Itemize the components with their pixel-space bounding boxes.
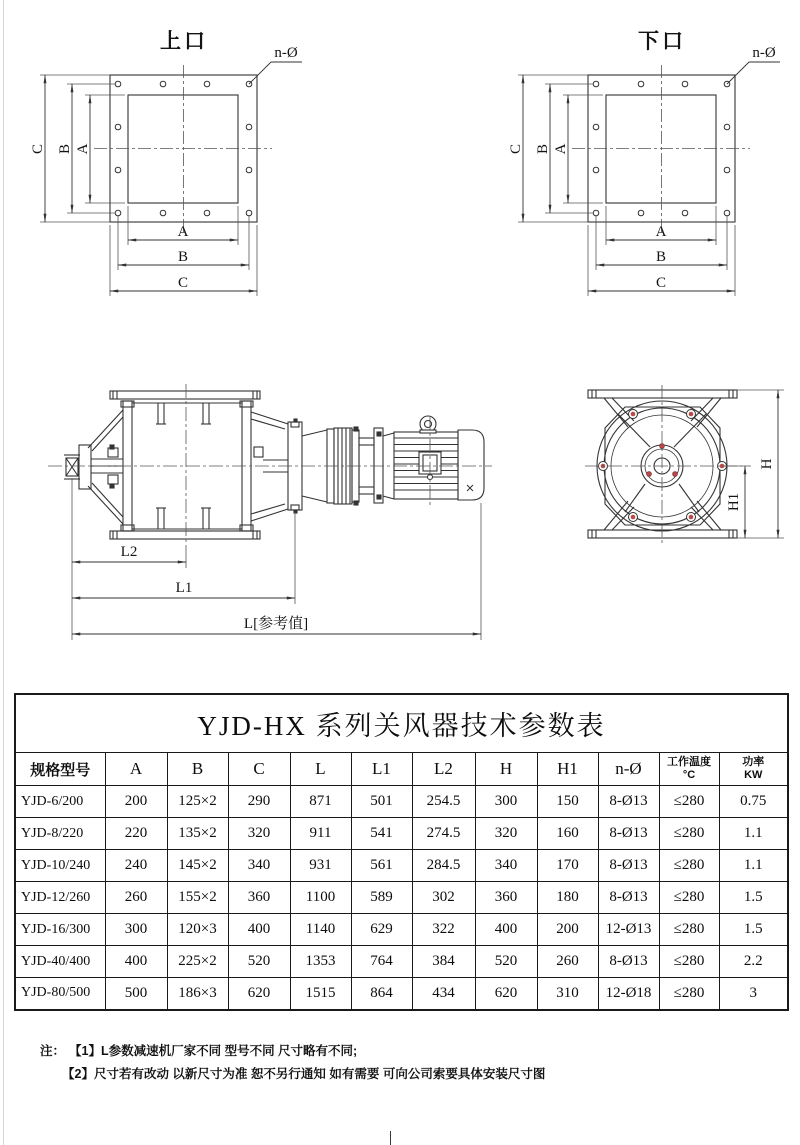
cell-c: 290	[228, 786, 290, 818]
cell-h1: 310	[537, 978, 598, 1010]
cell-power: 1.1	[719, 850, 788, 882]
cell-h1: 160	[537, 818, 598, 850]
cell-l: 1140	[290, 914, 351, 946]
dim-label-a-left: A	[75, 143, 91, 155]
cell-h: 360	[475, 882, 537, 914]
cell-power: 1.1	[719, 818, 788, 850]
power-header-line1: 功率	[742, 756, 765, 769]
cell-h: 620	[475, 978, 537, 1010]
cell-model: YJD-8/220	[15, 818, 105, 850]
table-row	[15, 946, 788, 978]
cell-c: 620	[228, 978, 290, 1010]
cell-n: 8-Ø13	[598, 882, 659, 914]
cell-l: 911	[290, 818, 351, 850]
cell-b: 225×2	[167, 946, 228, 978]
cell-l: 1515	[290, 978, 351, 1010]
cell-power: 3	[719, 978, 788, 1010]
cell-a: 500	[105, 978, 167, 1010]
cell-h: 340	[475, 850, 537, 882]
cell-n: 8-Ø13	[598, 786, 659, 818]
cell-l2: 384	[412, 946, 475, 978]
cell-l2: 302	[412, 882, 475, 914]
upper-port-drawing	[30, 30, 302, 296]
cell-h: 400	[475, 914, 537, 946]
cell-b: 120×3	[167, 914, 228, 946]
cell-l: 871	[290, 786, 351, 818]
table-title-row	[15, 694, 788, 753]
table-header-row	[15, 753, 788, 786]
note-line-1: 【1】L参数减速机厂家不同 型号不同 尺寸略有不同;	[69, 1044, 358, 1058]
cell-temp: ≤280	[659, 978, 719, 1010]
cell-h1: 200	[537, 914, 598, 946]
note-line-2: 【2】尺寸若有改动 以新尺寸为准 恕不另行通知 如有需要 可向公司索要具体安装尺寸图	[62, 1067, 546, 1082]
cell-h1: 180	[537, 882, 598, 914]
assembly-drawings	[0, 360, 800, 690]
cell-model: YJD-80/500	[15, 978, 105, 1010]
power-header-line2: KW	[744, 769, 763, 781]
temp-header-line2: °C	[682, 769, 696, 781]
dim-label-l1: L1	[175, 580, 193, 596]
table-row	[15, 882, 788, 914]
dim-label-a-bottom: A	[655, 224, 667, 240]
dim-label-c-left: C	[508, 143, 524, 155]
cell-model: YJD-6/200	[15, 786, 105, 818]
cell-n: 8-Ø13	[598, 946, 659, 978]
dim-label-a-left: A	[553, 143, 569, 155]
cell-model: YJD-40/400	[15, 946, 105, 978]
cell-temp: ≤280	[659, 850, 719, 882]
dim-label-b-left: B	[57, 143, 73, 155]
col-header-l2: L2	[412, 753, 475, 786]
cell-n: 8-Ø13	[598, 818, 659, 850]
cell-c: 320	[228, 818, 290, 850]
cell-l2: 284.5	[412, 850, 475, 882]
cell-b: 186×3	[167, 978, 228, 1010]
dim-label-h: H	[759, 458, 775, 470]
lower-port-hole-label: n-Ø	[752, 45, 776, 61]
table-row	[15, 850, 788, 882]
col-header-c: C	[228, 753, 290, 786]
cell-a: 220	[105, 818, 167, 850]
cell-l1: 541	[351, 818, 412, 850]
upper-port-title: 上口	[160, 30, 208, 53]
notes-prefix: 注：	[40, 1044, 66, 1058]
cell-l1: 501	[351, 786, 412, 818]
lower-port-title: 下口	[638, 30, 686, 53]
cell-l1: 864	[351, 978, 412, 1010]
cell-h: 520	[475, 946, 537, 978]
cell-h: 320	[475, 818, 537, 850]
cell-power: 2.2	[719, 946, 788, 978]
col-header-h1: H1	[537, 753, 598, 786]
cell-l: 1100	[290, 882, 351, 914]
cell-l1: 589	[351, 882, 412, 914]
col-header-l: L	[290, 753, 351, 786]
table-row	[15, 786, 788, 818]
dim-label-l2: L2	[120, 544, 138, 560]
cell-l1: 764	[351, 946, 412, 978]
upper-port-hole-label: n-Ø	[274, 45, 298, 61]
dim-label-h1: H1	[726, 492, 742, 512]
cell-temp: ≤280	[659, 946, 719, 978]
temp-header-line1: 工作温度	[667, 756, 711, 769]
notes-block	[40, 1040, 600, 1086]
cell-h1: 150	[537, 786, 598, 818]
cell-model: YJD-12/260	[15, 882, 105, 914]
dim-label-l-ref: L[参考值]	[243, 616, 309, 632]
cell-l1: 629	[351, 914, 412, 946]
bottom-center-mark	[390, 1131, 391, 1145]
cell-n: 12-Ø13	[598, 914, 659, 946]
dim-label-b-bottom: B	[177, 249, 189, 265]
cell-b: 135×2	[167, 818, 228, 850]
cell-l2: 434	[412, 978, 475, 1010]
cell-model: YJD-10/240	[15, 850, 105, 882]
spec-table	[14, 693, 789, 1011]
end-view-drawing	[585, 385, 784, 545]
lower-port-drawing	[508, 30, 780, 296]
cell-temp: ≤280	[659, 914, 719, 946]
cell-n: 8-Ø13	[598, 850, 659, 882]
dim-label-b-left: B	[535, 143, 551, 155]
cell-a: 400	[105, 946, 167, 978]
flange-drawings	[0, 0, 800, 372]
col-header-temp	[659, 753, 719, 786]
cell-c: 400	[228, 914, 290, 946]
cell-b: 125×2	[167, 786, 228, 818]
cell-a: 300	[105, 914, 167, 946]
cell-a: 200	[105, 786, 167, 818]
cell-temp: ≤280	[659, 818, 719, 850]
dim-label-b-bottom: B	[655, 249, 667, 265]
cell-power: 0.75	[719, 786, 788, 818]
table-row	[15, 914, 788, 946]
cell-h1: 260	[537, 946, 598, 978]
cell-h: 300	[475, 786, 537, 818]
cell-h1: 170	[537, 850, 598, 882]
table-title: YJD-HX 系列关风器技术参数表	[15, 694, 788, 753]
cell-l1: 561	[351, 850, 412, 882]
cell-power: 1.5	[719, 882, 788, 914]
side-view-drawing	[48, 384, 492, 640]
col-header-model: 规格型号	[15, 753, 105, 786]
cell-a: 260	[105, 882, 167, 914]
dim-label-a-bottom: A	[177, 224, 189, 240]
table-row	[15, 978, 788, 1010]
col-header-n: n-Ø	[598, 753, 659, 786]
cell-l: 931	[290, 850, 351, 882]
col-header-l1: L1	[351, 753, 412, 786]
cell-temp: ≤280	[659, 882, 719, 914]
cell-n: 12-Ø18	[598, 978, 659, 1010]
cell-c: 360	[228, 882, 290, 914]
dim-label-c-left: C	[30, 143, 46, 155]
col-header-power	[719, 753, 788, 786]
cell-l: 1353	[290, 946, 351, 978]
cell-l2: 322	[412, 914, 475, 946]
cell-l2: 274.5	[412, 818, 475, 850]
table-row	[15, 818, 788, 850]
col-header-h: H	[475, 753, 537, 786]
col-header-b: B	[167, 753, 228, 786]
cell-c: 340	[228, 850, 290, 882]
col-header-a: A	[105, 753, 167, 786]
cell-a: 240	[105, 850, 167, 882]
dim-label-c-bottom: C	[655, 275, 667, 291]
cell-power: 1.5	[719, 914, 788, 946]
dim-label-c-bottom: C	[177, 275, 189, 291]
cell-c: 520	[228, 946, 290, 978]
cell-b: 155×2	[167, 882, 228, 914]
cell-temp: ≤280	[659, 786, 719, 818]
cell-b: 145×2	[167, 850, 228, 882]
cell-model: YJD-16/300	[15, 914, 105, 946]
cell-l2: 254.5	[412, 786, 475, 818]
